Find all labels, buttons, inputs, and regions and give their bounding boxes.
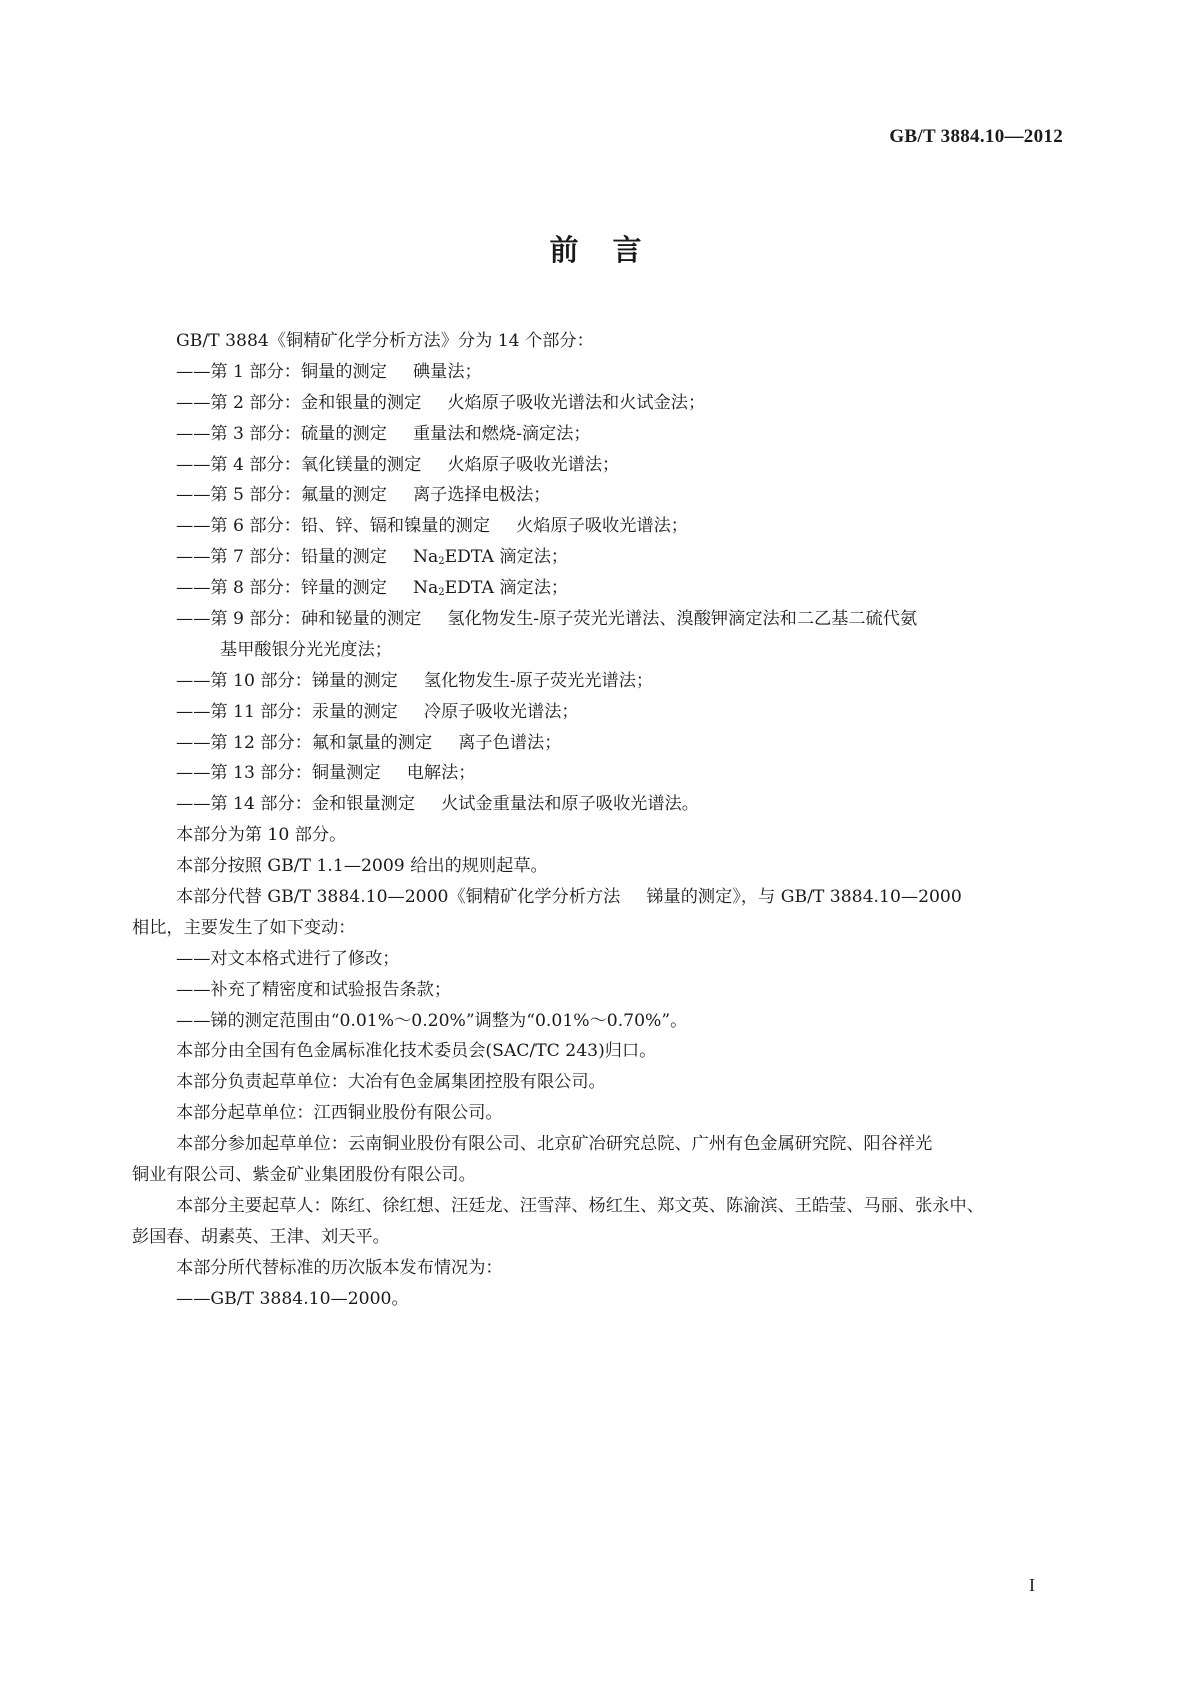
list-item: ——锑的测定范围由“0.01%～0.20%”调整为“0.01%～0.70%”。 [176,1010,688,1031]
paragraph: 本部分参加起草单位：云南铜业股份有限公司、北京矿冶研究总院、广州有色金属研究院、阳谷祥光 [176,1134,933,1155]
intro-paragraph: GB/T 3884《铜精矿化学分析方法》分为 14 个部分： [176,331,594,351]
list-item: ——第 4 部分：氧化镁量的测定 火焰原子吸收光谱法； [176,454,620,475]
paragraph: 本部分由全国有色金属标准化技术委员会(SAC/TC 243)归口。 [176,1041,657,1062]
list-item: ——第 1 部分：铜量的测定 碘量法； [176,361,482,382]
paragraph: 本部分主要起草人：陈红、徐红想、汪廷龙、汪雪萍、杨红生、郑文英、陈渝滨、王皓莹、马丽、张永中、 [176,1195,984,1216]
list-item: ——第 12 部分：氟和氯量的测定 离子色谱法； [176,732,562,753]
paragraph-continuation: 彭国春、胡素英、王津、刘天平。 [132,1226,390,1247]
list-item: ——GB/T 3884.10—2000。 [176,1288,409,1309]
paragraph: 本部分为第 10 部分。 [176,825,347,846]
paragraph-continuation: 相比，主要发生了如下变动： [132,917,356,938]
paragraph: 本部分代替 GB/T 3884.10—2000《铜精矿化学分析方法 锑量的测定》，与 GB/T 3884.10—2000 [176,887,962,908]
list-item: ——第 14 部分：金和银量测定 火试金重量法和原子吸收光谱法。 [176,794,699,815]
foreword-body [132,326,1058,1315]
page-number: I [1029,1575,1035,1595]
paragraph: 本部分起草单位：江西铜业股份有限公司。 [176,1103,503,1124]
paragraph: 本部分负责起草单位：大冶有色金属集团控股有限公司。 [176,1072,606,1093]
list-item: ——第 6 部分：铅、锌、镉和镍量的测定 火焰原子吸收光谱法； [176,516,688,537]
page-title: 前言 [549,233,676,267]
paragraph-continuation: 铜业有限公司、紫金矿业集团股份有限公司。 [132,1165,476,1186]
list-item: ——补充了精密度和试验报告条款； [176,979,452,1000]
standard-number: GB/T 3884.10—2012 [889,126,1063,147]
paragraph: 本部分按照 GB/T 1.1—2009 给出的规则起草。 [176,856,548,877]
list-item: ——第 8 部分：锌量的测定 $Na_2EDTA$ 滴定法； [176,578,569,599]
list-item: ——第 7 部分：铅量的测定 $Na_2EDTA$ 滴定法； [176,547,569,568]
list-item: ——对文本格式进行了修改； [176,948,400,969]
list-item: ——第 11 部分：汞量的测定 冷原子吸收光谱法； [176,701,579,722]
list-item: ——第 9 部分：砷和铋量的测定 氢化物发生-原子荧光光谱法、溴酸钾滴定法和二乙基二硫代氨 [176,609,918,630]
paragraph: 本部分所代替标准的历次版本发布情况为： [176,1257,503,1278]
list-item: ——第 5 部分：氟量的测定 离子选择电极法； [176,485,551,506]
list-item: ——第 3 部分：硫量的测定 重量法和燃烧-滴定法； [176,423,591,444]
list-item: ——第 2 部分：金和银量的测定 火焰原子吸收光谱法和火试金法； [176,392,706,413]
list-item-continuation: 基甲酸银分光光度法； [220,639,392,660]
list-item: ——第 13 部分：铜量测定 电解法； [176,763,476,784]
list-item: ——第 10 部分：锑量的测定 氢化物发生-原子荧光光谱法； [176,670,654,691]
